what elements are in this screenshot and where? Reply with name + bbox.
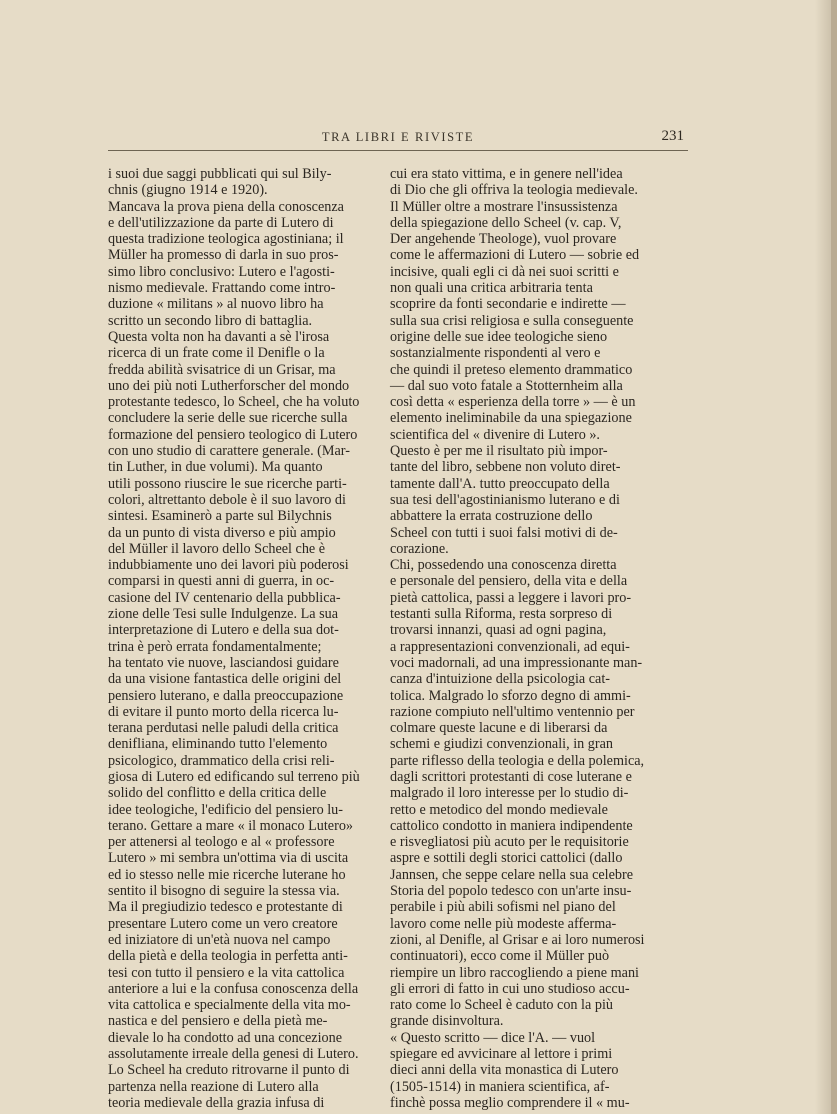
text-line: i suoi due saggi pubblicati qui sul Bily- (108, 166, 332, 182)
text-line: dievale lo ha condotto ad una concezione (108, 1029, 342, 1046)
text-line: voci madornali, ad una impressionante man- (390, 654, 643, 671)
text-line: a rappresentazioni convenzionali, ad equi- (390, 638, 630, 655)
text-line: vita cattolica e specialmente della vita mo- (108, 997, 351, 1014)
text-line: con uno studio di carattere generale. (Mar- (108, 443, 350, 460)
text-line: incisive, quali egli ci dà nei suoi scritti e (390, 263, 619, 280)
text-line: grande disinvoltura. (390, 1013, 504, 1030)
page-number: 231 (661, 128, 684, 144)
text-line: indubbiamente uno dei lavori più poderosi (108, 557, 349, 574)
text-line: della spiegazione dello Scheel (v. cap. V, (390, 214, 622, 231)
text-line: (1505-1514) in maniera scientifica, af- (390, 1078, 610, 1095)
text-line: Jannsen, che seppe celare nella sua celebre (390, 866, 634, 883)
text-line: ricerca di un frate come il Denifle o la (108, 345, 325, 362)
text-line: questa tradizione teologica agostiniana; il (108, 231, 344, 248)
text-line: sua tesi dell'agostinianismo luterano e di (390, 491, 620, 508)
text-line: abbattere la errata costruzione dello (390, 508, 593, 525)
text-line: trina è però errata fondamentalmente; (108, 638, 322, 655)
text-line: Lo Scheel ha creduto ritrovarne il punto di (108, 1062, 350, 1079)
text-line: razione compiuto nell'ultimo ventennio per (390, 703, 635, 720)
text-line: dieci anni della vita monastica di Lutero (390, 1062, 619, 1079)
text-line: perabile i più abili sofismi nel piano del (390, 899, 616, 916)
text-line: Chi, possedendo una conoscenza diretta (390, 557, 617, 574)
text-line: comparsi in questi anni di guerra, in oc- (108, 573, 335, 590)
text-line: cui era stato vittima, e in genere nell'idea (390, 166, 623, 182)
text-line: della pietà e della teologia in perfetta anti- (108, 948, 348, 965)
text-line: Lutero » mi sembra un'ottima via di uscita (108, 850, 349, 867)
text-line: giosa di Lutero ed edificando sul terreno più (108, 768, 360, 785)
text-line: così detta « esperienza della torre » — è un (390, 394, 636, 411)
text-line: di Dio che gli offriva la teologia medievale. (390, 182, 638, 199)
text-line: sintesi. Esaminerò a parte sul Bilychnis (108, 508, 332, 525)
text-line: psicologico, drammatico della crisi reli- (108, 752, 335, 769)
text-line: schemi e giudizi convenzionali, in gran (390, 736, 613, 753)
text-line: nismo medievale. Frattando come intro- (108, 280, 336, 297)
text-line: ed io stesso nelle mie ricerche luterane ho (108, 866, 346, 883)
left-column (108, 166, 376, 1111)
text-line: da una visione fantastica delle origini del (108, 671, 342, 688)
right-column (390, 166, 680, 1111)
text-line: e personale del pensiero, della vita e della (390, 573, 628, 590)
text-line: scientifica del « divenire di Lutero ». (390, 426, 600, 443)
text-line: malgrado il loro interesse per lo studio di- (390, 785, 629, 802)
text-line: riempire un libro raccogliendo a piene mani (390, 964, 639, 981)
text-line: Ma il pregiudizio tedesco e protestante di (108, 899, 343, 916)
text-line: nastica e del pensiero e della pietà me- (108, 1013, 328, 1030)
text-line: chnis (giugno 1914 e 1920). (108, 182, 268, 199)
text-line: Der angehende Theologe), vuol provare (390, 231, 617, 248)
text-line: trovarsi innanzi, quasi ad ogni pagina, (390, 622, 607, 639)
text-line: presentare Lutero come un vero creatore (108, 915, 338, 932)
text-line: partenza nella reazione di Lutero alla (108, 1078, 319, 1095)
text-line: Il Müller oltre a mostrare l'insussistenza (390, 198, 618, 215)
text-line: zione delle Tesi sulle Indulgenze. La sua (108, 606, 338, 623)
text-line: assolutamente irreale della genesi di Lutero. (108, 1046, 359, 1063)
text-line: e risvegliatosi più acuto per le requisitorie (390, 834, 629, 851)
running-title: TRA LIBRI E RIVISTE (321, 130, 475, 144)
text-line: utili possono riuscire le sue ricerche parti- (108, 475, 347, 492)
text-line: interpretazione di Lutero e della sua dot- (108, 622, 339, 639)
text-line: aspre e sottili degli storici cattolici (dallo (390, 850, 623, 867)
text-line: formazione del pensiero teologico di Lutero (108, 426, 358, 443)
text-line: zioni, al Denifle, al Grisar e ai loro numerosi (390, 931, 645, 948)
text-line: retto e metodico del mondo medievale (390, 801, 608, 818)
text-line: idee teologiche, l'edificio del pensiero lu- (108, 801, 343, 818)
text-line: terano. Gettare a mare « il monaco Lutero» (108, 817, 354, 834)
text-line: uno dei più noti Lutherforscher del mondo (108, 377, 350, 394)
text-line: come le affermazioni di Lutero — sobrie ed (390, 247, 640, 264)
text-line: tin Luther, in due volumi). Ma quanto (108, 459, 323, 476)
text-line: — dal suo voto fatale a Stotternheim alla (390, 377, 623, 394)
text-line: anteriore a lui e la confusa conoscenza della (108, 980, 359, 997)
text-line: pensiero luterano, e dalla preoccupazione (108, 687, 344, 704)
text-line: duzione « militans » al nuovo libro ha (108, 296, 324, 313)
text-line: per attenersi al teologo e al « professore (108, 834, 335, 851)
text-line: « Questo scritto — dice l'A. — vuol (390, 1029, 596, 1046)
text-line: ed iniziatore di un'età nuova nel campo (108, 931, 331, 948)
text-line: Mancava la prova piena della conoscenza (108, 198, 344, 215)
text-line: concludere la serie delle sue ricerche sulla (108, 410, 348, 427)
text-line: sulla sua crisi religiosa e sulla conseguente (390, 312, 634, 329)
text-line: lavoro come nelle più modeste afferma- (390, 915, 617, 932)
text-line: terana perdutasi nelle paludi della critica (108, 720, 339, 737)
page-edge-shadow (815, 0, 831, 1114)
text-line: elemento ineliminabile da una spiegazione (390, 410, 632, 427)
text-line: non quali una critica arbitraria tenta (390, 280, 593, 297)
text-line: casione del IV centenario della pubblica- (108, 589, 341, 606)
text-line: del Müller il lavoro dello Scheel che è (108, 540, 326, 557)
text-line: testanti sulla Riforma, resta sorpreso di (390, 606, 613, 623)
text-line: che quindi il preteso elemento drammatico (390, 361, 633, 378)
text-line: teoria medievale della grazia infusa di (108, 1094, 325, 1111)
text-line: e dell'utilizzazione da parte di Lutero di (108, 214, 334, 231)
text-line: da un punto di vista diverso e più ampio (108, 524, 336, 541)
text-line: sentito il bisogno di seguire la stessa via. (108, 883, 340, 900)
text-line: parte riflesso della teologia e della polemica, (390, 752, 645, 769)
text-line: gli errori di fatto in cui uno studioso accu- (390, 980, 630, 997)
text-line: Müller ha promesso di darla in suo pros- (108, 247, 339, 264)
text-line: pietà cattolica, passi a leggere i lavori pro- (390, 589, 632, 606)
text-line: solido del conflitto e della critica delle (108, 785, 327, 802)
text-line: di evitare il punto morto della ricerca lu- (108, 703, 339, 720)
text-line: tamente dall'A. tutto preoccupato della (390, 475, 610, 492)
text-line: Questo è per me il risultato più impor- (390, 443, 608, 460)
text-line: denifliana, eliminando tutto l'elemento (108, 736, 328, 753)
text-line: tante del libro, sebbene non voluto diret- (390, 459, 621, 476)
text-line: simo libro conclusivo: Lutero e l'agosti- (108, 263, 335, 280)
text-line: canza d'intuizione della psicologia cat- (390, 671, 611, 688)
text-line: continuatori), ecco come il Müller può (390, 948, 610, 965)
text-line: scritto un secondo libro di battaglia. (108, 312, 313, 329)
text-line: Questa volta non ha davanti a sè l'irosa (108, 328, 330, 345)
text-line: corazione. (390, 540, 449, 557)
text-line: cattolico condotto in maniera indipendente (390, 817, 633, 834)
text-line: spiegare ed avvicinare al lettore i primi (390, 1046, 613, 1063)
text-line: ha tentato vie nuove, lasciandosi guidare (108, 654, 339, 671)
text-line: protestante tedesco, lo Scheel, che ha voluto (108, 394, 360, 411)
text-line: scoprire da fonti secondarie e indirette — (390, 296, 626, 313)
text-line: colmare queste lacune e di liberarsi da (390, 720, 608, 737)
text-line: rato come lo Scheel è caduto con la più (390, 997, 613, 1014)
text-line: colori, altrettanto debole è il suo lavoro di (108, 491, 346, 508)
text-line: dagli scrittori protestanti di cose luterane e (390, 768, 632, 785)
text-line: Scheel con tutti i suoi falsi motivi di de- (390, 524, 618, 541)
text-line: Storia del popolo tedesco con un'arte insu- (390, 883, 632, 900)
text-line: origine delle sue idee teologiche sieno (390, 328, 608, 345)
text-line: finchè possa meglio comprendere il « mu- (390, 1094, 630, 1111)
page-header (108, 128, 688, 151)
text-line: tolica. Malgrado lo sforzo degno di ammi- (390, 687, 631, 704)
text-line: fredda abilità svisatrice di un Grisar, ma (108, 361, 336, 378)
text-line: tesi con tutto il pensiero e la vita cattolica (108, 964, 345, 981)
text-line: sostanzialmente rispondenti al vero e (390, 345, 601, 362)
